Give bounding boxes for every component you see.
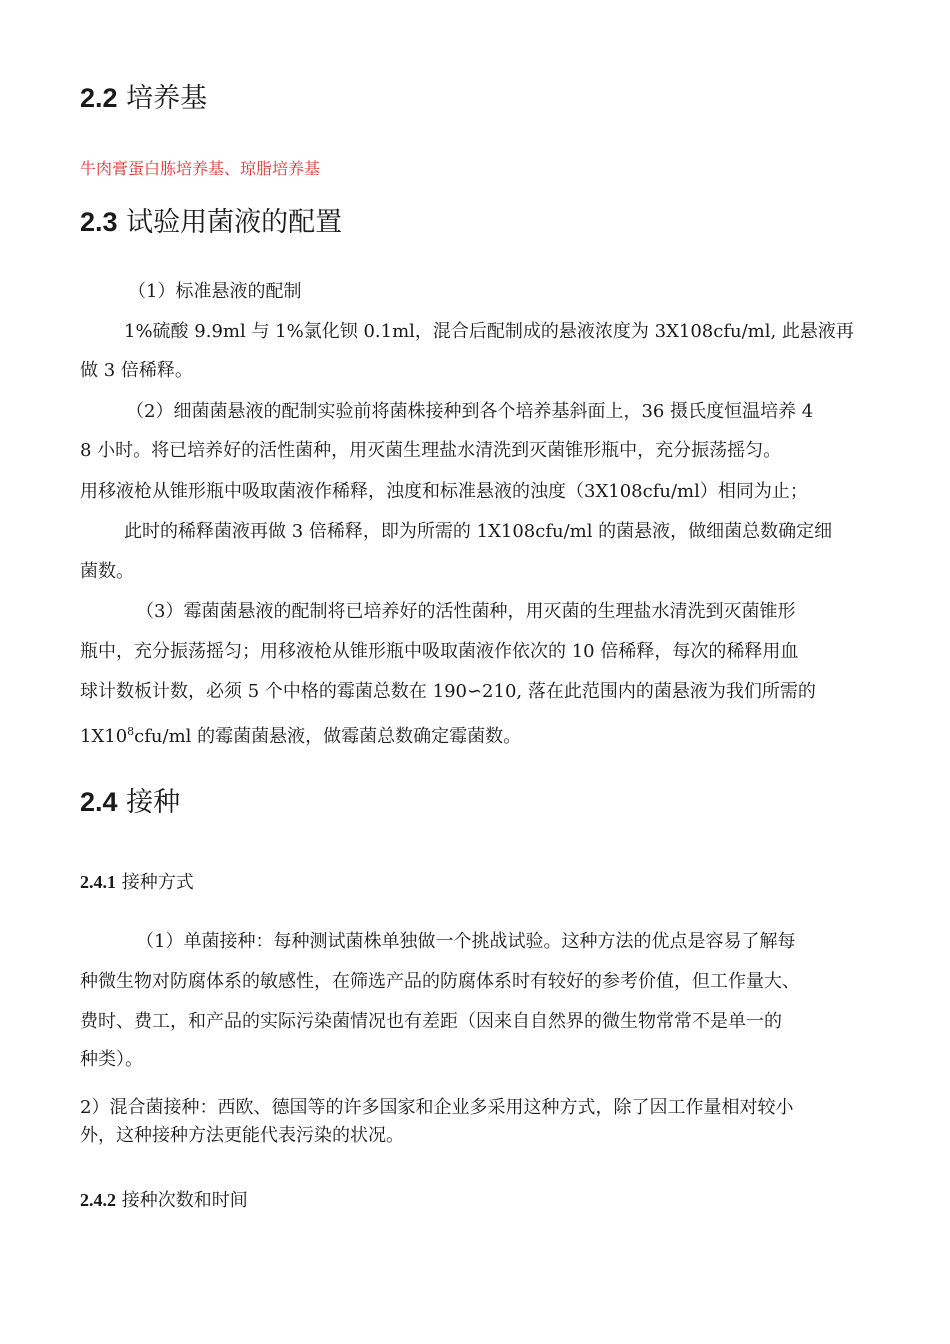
paragraph-line: 1%硫酸 9.9ml 与 1%氯化钡 0.1ml，混合后配制成的悬液浓度为 3X108cfu/ml, 此悬液再 [124, 321, 854, 342]
paragraph-line: 外，这种接种方法更能代表污染的状况。 [80, 1125, 404, 1146]
paragraph-line: 2）混合菌接种：西欧、德国等的许多国家和企业多采用这种方式，除了因工作量相对较小 [80, 1097, 794, 1118]
section-title: 接种 [126, 787, 181, 818]
paragraph-line [80, 718, 521, 751]
section-title: 试验用菌液的配置 [126, 207, 343, 238]
section-title: 培养基 [126, 83, 208, 114]
section-2-3-heading [80, 204, 342, 241]
paragraph-line: 做 3 倍稀释。 [80, 360, 193, 381]
section-number: 2.4.1 [80, 872, 116, 892]
paragraph-line: （2）细菌菌悬液的配制实验前将菌株接种到各个培养基斜面上，36 摄氏度恒温培养 4 [126, 401, 814, 422]
section-title: 接种次数和时间 [121, 1190, 248, 1211]
section-2-4-heading [80, 784, 180, 821]
paragraph-line: 瓶中，充分振荡摇匀；用移液枪从锥形瓶中吸取菌液作依次的 10 倍稀释，每次的稀释用血 [80, 641, 799, 662]
section-title: 接种方式 [121, 872, 194, 893]
section-number: 2.3 [80, 207, 118, 237]
concentration-base: 1X10 [80, 726, 128, 747]
paragraph-line: 菌数。 [80, 561, 134, 582]
paragraph-line: 用移液枪从锥形瓶中吸取菌液作稀释，浊度和标准悬液的浊度（3X108cfu/ml）相同为止； [80, 481, 808, 502]
section-number: 2.2 [80, 83, 118, 113]
section-2-4-1-heading [80, 868, 194, 894]
paragraph-line: 种微生物对防腐体系的敏感性，在筛选产品的防腐体系时有较好的参考价值，但工作量大、 [80, 971, 800, 992]
media-line: 牛肉膏蛋白胨培养基、琼脂培养基 [80, 159, 321, 178]
section-2-4-2-heading [80, 1186, 248, 1212]
paragraph-line: 种类）。 [80, 1049, 143, 1070]
paragraph-line: （1）单菌接种：每种测试菌株单独做一个挑战试验。这种方法的优点是容易了解每 [136, 931, 796, 952]
paragraph-line: 8 小时。将已培养好的活性菌种，用灭菌生理盐水清洗到灭菌锥形瓶中，充分振荡摇匀。 [80, 440, 782, 461]
section-number: 2.4.2 [80, 1190, 116, 1210]
paragraph-line: 此时的稀释菌液再做 3 倍稀释，即为所需的 1X108cfu/ml 的菌悬液，做细菌总数确定细 [124, 521, 833, 542]
paragraph-line: （1）标准悬液的配制 [128, 281, 302, 302]
paragraph-line: 球计数板计数，必须 5 个中格的霉菌总数在 190∽210, 落在此范围内的菌悬液为我们所需的 [80, 681, 816, 702]
concentration-exponent: 8 [127, 725, 135, 738]
section-number: 2.4 [80, 787, 118, 817]
paragraph-text: cfu/ml 的霉菌菌悬液，做霉菌总数确定霉菌数。 [134, 726, 522, 747]
paragraph-line: 费时、费工，和产品的实际污染菌情况也有差距（因来自自然界的微生物常常不是单一的 [80, 1011, 782, 1032]
section-2-2-heading [80, 80, 207, 117]
paragraph-line: （3）霉菌菌悬液的配制将已培养好的活性菌种，用灭菌的生理盐水清洗到灭菌锥形 [136, 601, 796, 622]
